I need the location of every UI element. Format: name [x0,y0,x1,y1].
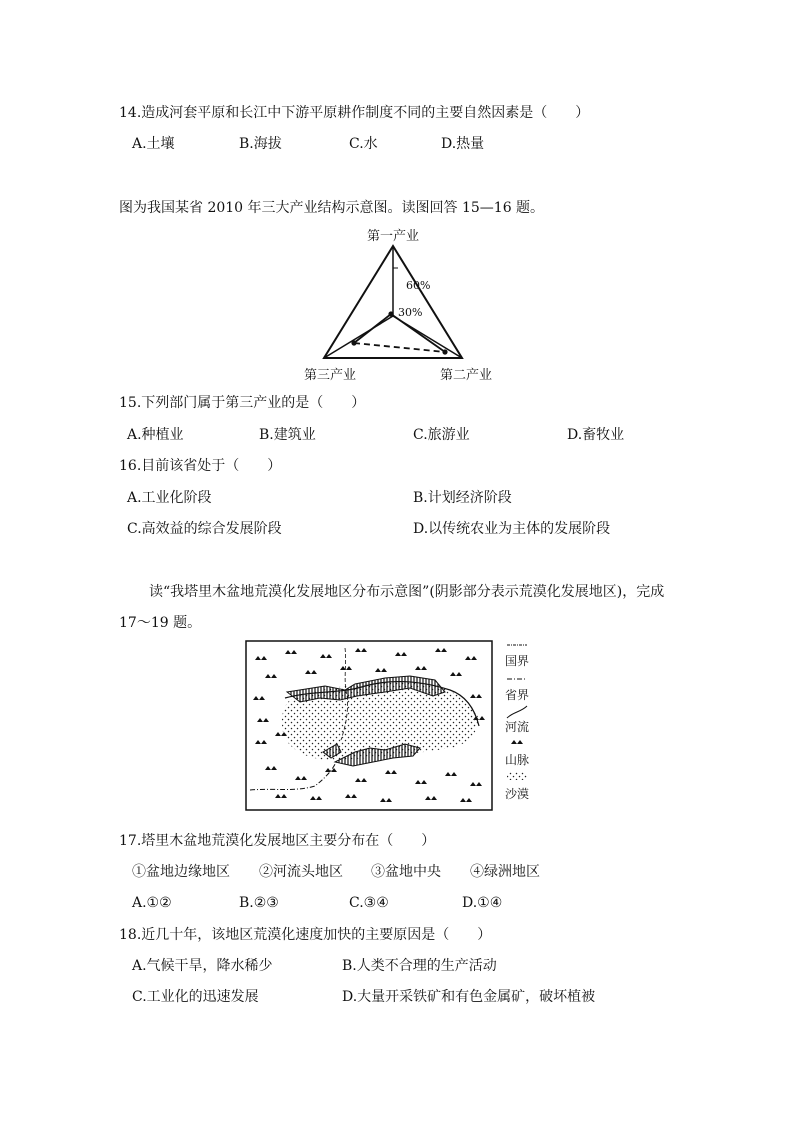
q17-choice-1: ①盆地边缘地区 [132,864,230,880]
data-line-tertiary-secondary [354,343,445,352]
axis-tertiary [324,316,393,358]
q18-option-b: B.人类不合理的生产活动 [342,958,497,974]
intro-17-19-line1: 读“我塔里木盆地荒漠化发展地区分布示意图”(阴影部分表示荒漠化发展地区)，完成 [149,584,665,600]
q17-option-a: A.①② [132,895,172,911]
q15-option-d: D.畜牧业 [567,427,625,443]
intro-15-16: 图为我国某省 2010 年三大产业结构示意图。读图回答 15—16 题。 [119,200,545,216]
q17-choice-4: ④绿洲地区 [470,864,540,880]
data-line-primary-secondary [391,314,445,352]
legend-mountain-label: 山脉 [504,753,530,767]
triangle-top-label: 第一产业 [366,229,420,244]
q17-stem: 17.塔里木盆地荒漠化发展地区主要分布在（ ） [119,833,436,849]
q18-option-d: D.大量开采铁矿和有色金属矿，破坏植被 [342,989,596,1005]
q16-option-c: C.高效益的综合发展阶段 [127,521,282,537]
q15-option-a: A.种植业 [127,427,184,443]
q17-option-b: B.②③ [239,895,279,911]
q17-choice-3: ③盆地中央 [371,864,441,880]
intro-17-19-line2: 17～19 题。 [119,615,202,631]
q16-option-d: D.以传统农业为主体的发展阶段 [413,521,611,537]
map-legend [505,645,529,801]
q18-option-a: A.气候干旱，降水稀少 [132,958,273,974]
legend-desert-label: 沙漠 [504,787,530,801]
tick-30-label: 30% [398,306,423,319]
q18-option-c: C.工业化的迅速发展 [132,989,259,1005]
data-line-primary-tertiary [354,314,391,343]
data-point-primary [388,311,393,316]
industry-structure-triangle [296,222,506,384]
triangle-left-label: 第三产业 [303,368,357,383]
q14-option-d: D.热量 [441,136,485,152]
q17-option-c: C.③④ [349,895,389,911]
tarim-desertification-map [245,640,541,812]
legend-river-label: 河流 [504,720,530,734]
q15-option-c: C.旅游业 [413,427,470,443]
q18-stem: 18.近几十年，该地区荒漠化速度加快的主要原因是（ ） [119,927,492,943]
q16-stem: 16.目前该省处于（ ） [119,458,282,474]
legend-province-label: 省界 [504,688,530,702]
data-point-secondary [442,349,447,354]
q14-option-b: B.海拔 [239,136,282,152]
triangle-right-label: 第二产业 [439,368,493,383]
q16-option-b: B.计划经济阶段 [413,490,512,506]
legend-border-label: 国界 [504,654,530,668]
data-point-tertiary [351,340,356,345]
q14-option-c: C.水 [349,136,378,152]
q15-stem: 15.下列部门属于第三产业的是（ ） [119,395,366,411]
q14-option-a: A.土壤 [132,136,175,152]
tick-60-label: 60% [406,279,431,292]
q16-option-a: A.工业化阶段 [127,490,212,506]
q14-stem: 14.造成河套平原和长江中下游平原耕作制度不同的主要自然因素是（ ） [119,105,590,121]
q17-choice-2: ②河流头地区 [259,864,343,880]
q17-option-d: D.①④ [462,895,503,911]
q15-option-b: B.建筑业 [259,427,316,443]
